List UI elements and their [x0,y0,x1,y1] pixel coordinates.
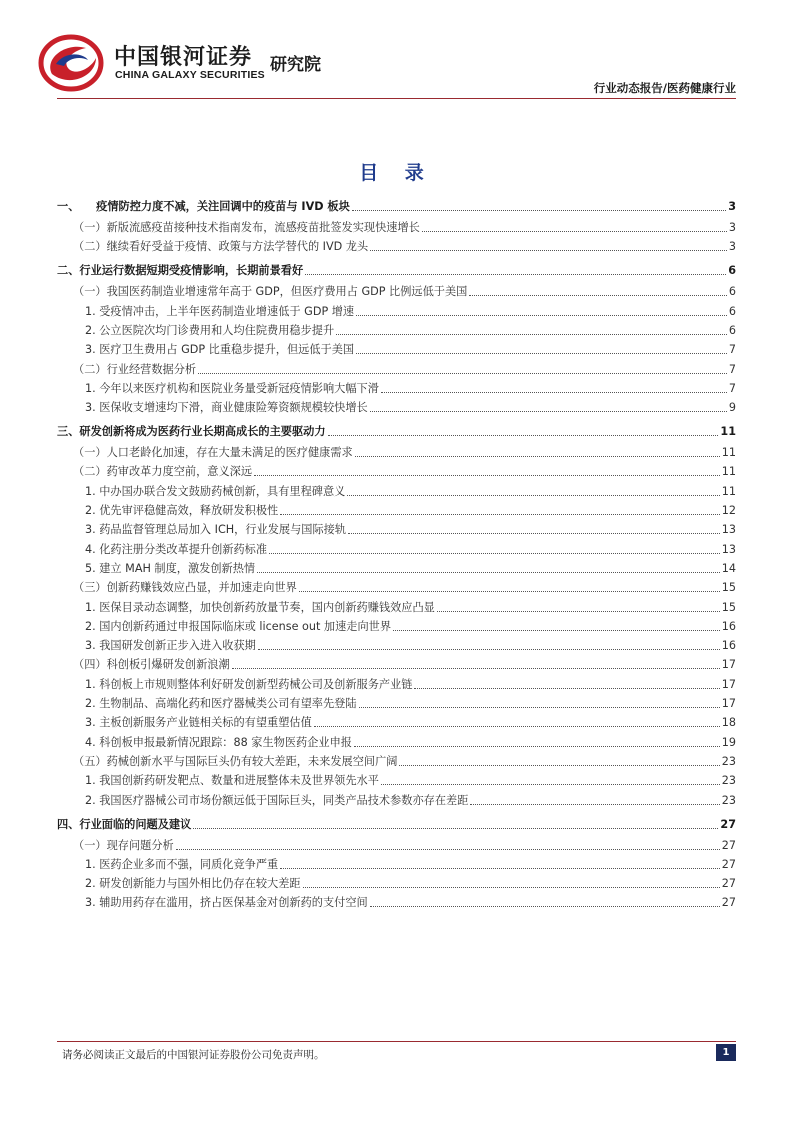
toc-leader-dots [422,231,727,232]
toc-leader-dots [347,495,719,496]
toc-entry-label: 三、研发创新将成为医药行业长期高成长的主要驱动力 [57,425,326,439]
toc-leader-dots [356,353,727,354]
toc-entry-page: 11 [721,484,736,498]
toc-entry[interactable] [57,839,736,853]
toc-leader-dots [370,250,727,251]
toc-entry-page: 11 [720,425,736,439]
toc-entry-page: 6 [728,323,736,337]
toc-leader-dots [370,411,727,412]
toc-entry-label: （一）新版流感疫苗接种技术指南发布，流感疫苗批签发实现快速增长 [73,221,420,234]
toc-entry-page: 17 [721,697,736,710]
toc-entry[interactable] [57,755,736,769]
toc-entry-page: 27 [721,838,736,852]
toc-entry-page: 7 [728,381,736,395]
toc-leader-dots [305,274,726,275]
toc-entry[interactable] [57,285,736,299]
toc-entry-page: 27 [721,896,736,910]
toc-entry[interactable] [57,401,736,415]
toc-entry-label: 3. 医疗卫生费用占 GDP 比重稳步提升，但远低于美国 [85,343,355,357]
toc-entry-page: 7 [728,343,736,357]
toc-entry[interactable] [57,896,736,910]
toc-entry-label: 3. 药品监督管理总局加入 ICH，行业发展与国际接轨 [85,523,347,537]
toc-entry-page: 27 [720,817,736,831]
toc-entry-page: 9 [728,401,736,415]
toc-leader-dots [469,295,727,296]
toc-leader-dots [399,765,719,766]
toc-entry[interactable] [57,818,736,832]
toc-entry[interactable] [57,504,736,518]
toc-entry[interactable] [57,639,736,653]
toc-entry-page: 23 [721,793,736,807]
toc-leader-dots [269,553,720,554]
toc-leader-dots [393,630,720,631]
toc-leader-dots [356,315,727,316]
toc-entry-page: 11 [721,446,736,460]
page-number-badge: 1 [716,1044,736,1061]
toc-entry-label: （五）药械创新水平与国际巨头仍有较大差距，未来发展空间广阔 [73,754,398,768]
toc-entry[interactable] [57,446,736,460]
toc-entry-label: 5. 建立 MAH 制度，激发创新热情 [85,561,256,575]
toc-leader-dots [254,475,720,476]
toc-leader-dots [359,707,720,708]
toc-entry[interactable] [57,678,736,692]
toc-entry-page: 27 [721,857,736,871]
toc-entry-page: 6 [728,285,736,299]
toc-entry-label: （一）人口老龄化加速，存在大量未满足的医疗健康需求 [73,446,353,460]
toc-entry-page: 11 [721,465,736,479]
toc-entry-page: 16 [721,639,736,653]
toc-leader-dots [414,688,719,689]
toc-entry-label: 1. 医药企业多而不强，同质化竞争严重 [85,857,279,871]
toc-entry[interactable] [57,658,736,672]
toc-entry-page: 3 [728,240,736,254]
toc-entry-page: 15 [721,600,736,614]
report-category: 行业动态报告/医药健康行业 [593,81,736,95]
toc-entry-label: （二）行业经营数据分析 [73,362,197,376]
toc-entry-label: 四、行业面临的问题及建议 [57,817,192,831]
toc-entry[interactable] [57,858,736,872]
toc-entry-label: 1. 中办国办联合发文鼓励药械创新，具有里程碑意义 [85,484,346,498]
toc-entry-label: （二）继续看好受益于疫情、政策与方法学替代的 IVD 龙头 [73,240,369,254]
toc-leader-dots [381,392,727,393]
toc-leader-dots [314,726,720,727]
toc-entry-label: 一、 疫情防控力度不减，关注回调中的疫苗与 IVD 板块 [57,200,350,213]
toc-entry-page: 3 [728,200,736,213]
toc-leader-dots [280,514,720,515]
toc-entry-page: 27 [721,877,736,891]
toc-entry-page: 13 [721,523,736,537]
toc-entry-label: 1. 受疫情冲击，上半年医药制造业增速低于 GDP 增速 [85,304,355,318]
toc-entry-page: 23 [721,754,736,768]
toc-entry-label: 1. 医保目录动态调整，加快创新药放量节奏，国内创新药赚钱效应凸显 [85,600,435,614]
toc-leader-dots [299,591,720,592]
toc-entry-page: 18 [721,716,736,730]
toc-entry-label: 1. 科创板上市规则整体利好研发创新型药械公司及创新服务产业链 [85,677,413,691]
toc-entry-label: 2. 生物制品、高端化药和医疗器械类公司有望率先登陆 [85,697,357,710]
toc-leader-dots [280,868,720,869]
toc-entry[interactable] [57,363,736,377]
galaxy-logo-icon [38,34,104,92]
toc-entry[interactable] [57,200,736,214]
toc-entry[interactable] [57,305,736,319]
company-logo [38,34,338,92]
toc-entry-page: 13 [721,542,736,556]
toc-entry-label: 3. 我国研发创新正步入进入收获期 [85,639,256,653]
toc-entry-page: 12 [721,504,736,517]
toc-entry-page: 19 [721,735,736,749]
toc-leader-dots [176,849,720,850]
footer-divider [57,1041,736,1042]
toc-entry-label: （一）现存问题分析 [73,838,174,852]
toc-entry-page: 6 [728,264,736,278]
toc-entry[interactable] [57,425,736,439]
disclaimer-notice: 请务必阅读正文最后的中国银河证券股份公司免责声明。 [62,1049,325,1061]
toc-entry-label: 1. 我国创新药研发靶点、数量和进展整体未及世界领先水平 [85,774,379,788]
toc-entry-label: （二）药审改革力度空前，意义深远 [73,465,253,479]
toc-entry[interactable] [57,877,736,891]
toc-entry[interactable] [57,794,736,808]
toc-entry-label: 2. 我国医疗器械公司市场份额远低于国际巨头，同类产品技术参数亦存在差距 [85,793,469,807]
toc-entry[interactable] [57,581,736,595]
header-divider [57,98,736,99]
toc-leader-dots [355,456,720,457]
toc-leader-dots [336,334,727,335]
toc-leader-dots [232,668,720,669]
toc-entry-label: 2. 国内创新药通过申报国际临床或 license out 加速走向世界 [85,619,392,633]
toc-entry[interactable] [57,485,736,499]
toc-entry-page: 23 [721,774,736,788]
toc-entry-label: （四）科创板引爆研发创新浪潮 [73,658,230,672]
toc-entry[interactable] [57,264,736,278]
toc-entry-label: 3. 医保收支增速均下滑，商业健康险筹资额规模较快增长 [85,401,368,415]
toc-entry[interactable] [57,465,736,479]
institute-label: 研究院 [270,55,321,75]
brand-name-en: CHINA GALAXY SECURITIES [115,69,265,81]
toc-entry-page: 17 [721,658,736,672]
toc-leader-dots [257,572,720,573]
toc-entry-label: 3. 辅助用药存在滥用，挤占医保基金对创新药的支付空间 [85,896,368,910]
toc-entry[interactable] [57,382,736,396]
toc-entry[interactable] [57,343,736,357]
toc-entry-page: 15 [721,581,736,595]
toc-leader-dots [303,887,720,888]
toc-entry-label: （三）创新药赚钱效应凸显，并加速走向世界 [73,581,297,595]
toc-leader-dots [348,533,720,534]
toc-leader-dots [470,804,719,805]
toc-entry[interactable] [57,221,736,235]
toc-entry[interactable] [57,697,736,711]
toc-entry[interactable] [57,736,736,750]
toc-leader-dots [381,784,720,785]
toc-leader-dots [370,906,720,907]
toc-entry-label: 2. 研发创新能力与国外相比仍存在较大差距 [85,877,301,891]
toc-entry[interactable] [57,620,736,634]
brand-name-cn: 中国银河证券 [114,45,253,70]
toc-leader-dots [198,373,727,374]
toc-leader-dots [258,649,720,650]
toc-leader-dots [193,828,718,829]
toc-entry[interactable] [57,716,736,730]
toc-entry[interactable] [57,523,736,537]
toc-entry[interactable] [57,324,736,338]
toc-leader-dots [354,746,720,747]
toc-entry-label: （一）我国医药制造业增速常年高于 GDP，但医疗费用占 GDP 比例远低于美国 [73,285,468,299]
toc-leader-dots [328,435,719,436]
toc-entry-page: 16 [721,619,736,633]
toc-entry[interactable] [57,240,736,254]
toc-entry-page: 14 [721,561,736,575]
toc-leader-dots [352,210,726,211]
toc-entry-label: 1. 今年以来医疗机构和医院业务量受新冠疫情影响大幅下滑 [85,381,379,395]
toc-entry-label: 4. 化药注册分类改革提升创新药标准 [85,542,268,556]
toc-entry[interactable] [57,774,736,788]
toc-entry-page: 7 [728,362,736,376]
toc-entry-page: 6 [728,304,736,318]
toc-entry[interactable] [57,543,736,557]
toc-entry-label: 二、行业运行数据短期受疫情影响，长期前景看好 [57,264,304,278]
toc-entry-label: 2. 优先审评稳健高效，释放研发积极性 [85,504,279,517]
toc-leader-dots [437,611,720,612]
toc-entry[interactable] [57,562,736,576]
toc-title: 目 录 [359,162,434,184]
toc-entry-label: 3. 主板创新服务产业链相关标的有望重塑估值 [85,716,312,730]
toc-entry-page: 3 [728,221,736,234]
toc-entry[interactable] [57,601,736,615]
toc-entry-page: 17 [721,677,736,691]
toc-entry-label: 4. 科创板申报最新情况跟踪：88 家生物医药企业申报 [85,735,352,749]
toc-entry-label: 2. 公立医院次均门诊费用和人均住院费用稳步提升 [85,323,335,337]
